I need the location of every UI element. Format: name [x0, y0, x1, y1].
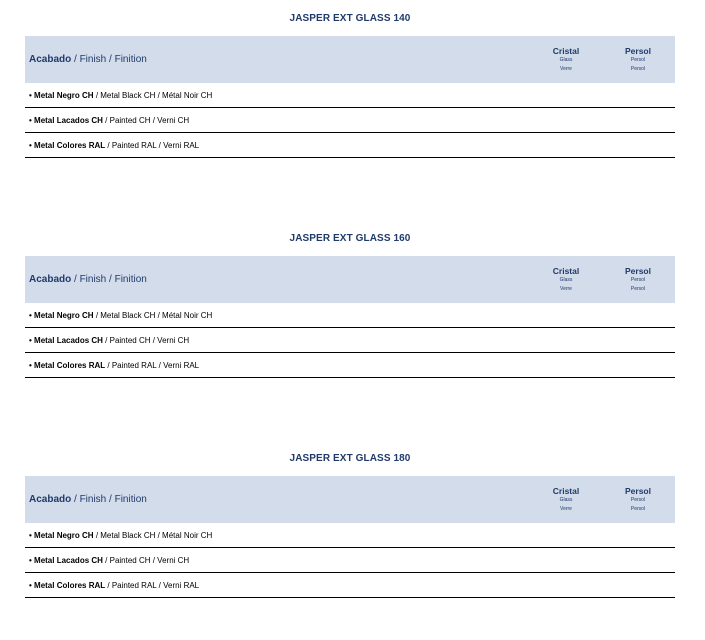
column-main-label: Cristal — [552, 266, 580, 276]
row-text — [29, 328, 189, 354]
persol-column-header — [608, 486, 668, 514]
row-text — [29, 303, 212, 329]
finish-label-rest: / Finish / Finition — [71, 274, 147, 285]
row-label-rest: / Metal Black CH / Métal Noir CH — [93, 91, 213, 100]
finish-label-bold: Acabado — [29, 274, 72, 285]
column-sub-label: Glass — [559, 497, 573, 503]
column-main-label: Cristal — [552, 486, 580, 496]
finish-label-rest: / Finish / Finition — [71, 54, 147, 65]
row-label-bold: • Metal Lacados CH — [29, 556, 103, 565]
table-row — [25, 353, 675, 378]
row-label-bold: • Metal Negro CH — [29, 531, 94, 540]
glass-column-header — [536, 266, 596, 294]
row-label-bold: • Metal Negro CH — [29, 91, 94, 100]
column-sub-label: Verre — [560, 66, 572, 72]
row-label-rest: / Metal Black CH / Métal Noir CH — [93, 531, 213, 540]
row-text — [29, 133, 199, 159]
table-row — [25, 573, 675, 598]
row-label-rest: / Metal Black CH / Métal Noir CH — [93, 311, 213, 320]
table-title: JASPER EXT GLASS 180 — [289, 453, 411, 464]
column-sub-label: Persol — [630, 506, 646, 512]
glass-column-header — [536, 486, 596, 514]
table-row — [25, 523, 675, 548]
persol-column-header — [608, 46, 668, 74]
table-row — [25, 83, 675, 108]
table-row — [25, 548, 675, 573]
finish-label-rest: / Finish / Finition — [71, 494, 147, 505]
table-row — [25, 303, 675, 328]
finish-table-180 — [25, 448, 675, 598]
table-title: JASPER EXT GLASS 160 — [289, 233, 411, 244]
finish-table-140 — [25, 8, 675, 158]
finish-column-header — [29, 476, 147, 523]
row-label-bold: • Metal Colores RAL — [29, 361, 106, 370]
row-label-bold: • Metal Lacados CH — [29, 336, 103, 345]
finish-label-bold: Acabado — [29, 54, 72, 65]
persol-column-header — [608, 266, 668, 294]
table-row — [25, 328, 675, 353]
column-sub-label: Persol — [630, 66, 646, 72]
row-label-bold: • Metal Colores RAL — [29, 581, 106, 590]
table-row — [25, 133, 675, 158]
row-label-rest: / Painted CH / Verni CH — [102, 116, 190, 125]
row-label-bold: • Metal Negro CH — [29, 311, 94, 320]
row-label-rest: / Painted RAL / Verni RAL — [105, 581, 200, 590]
column-main-label: Persol — [625, 266, 651, 276]
row-label-bold: • Metal Colores RAL — [29, 141, 106, 150]
row-label-rest: / Painted RAL / Verni RAL — [105, 361, 200, 370]
finish-column-header — [29, 256, 147, 303]
column-sub-label: Glass — [559, 277, 573, 283]
row-label-bold: • Metal Lacados CH — [29, 116, 103, 125]
row-text — [29, 573, 199, 599]
row-label-rest: / Painted RAL / Verni RAL — [105, 141, 200, 150]
column-main-label: Persol — [625, 46, 651, 56]
row-label-rest: / Painted CH / Verni CH — [102, 556, 190, 565]
column-sub-label: Persol — [630, 57, 646, 63]
table-row — [25, 108, 675, 133]
finish-label-bold: Acabado — [29, 494, 72, 505]
column-sub-label: Persol — [630, 277, 646, 283]
table-header — [25, 476, 675, 523]
finish-column-header — [29, 36, 147, 83]
row-text — [29, 523, 212, 549]
table-header — [25, 36, 675, 83]
row-text — [29, 353, 199, 379]
column-sub-label: Verre — [560, 506, 572, 512]
column-main-label: Persol — [625, 486, 651, 496]
row-text — [29, 108, 189, 134]
table-title: JASPER EXT GLASS 140 — [289, 13, 411, 24]
column-sub-label: Persol — [630, 497, 646, 503]
table-header — [25, 256, 675, 303]
row-text — [29, 83, 212, 109]
finish-table-160 — [25, 228, 675, 378]
column-sub-label: Verre — [560, 286, 572, 292]
column-sub-label: Glass — [559, 57, 573, 63]
row-label-rest: / Painted CH / Verni CH — [102, 336, 190, 345]
glass-column-header — [536, 46, 596, 74]
column-main-label: Cristal — [552, 46, 580, 56]
column-sub-label: Persol — [630, 286, 646, 292]
row-text — [29, 548, 189, 574]
